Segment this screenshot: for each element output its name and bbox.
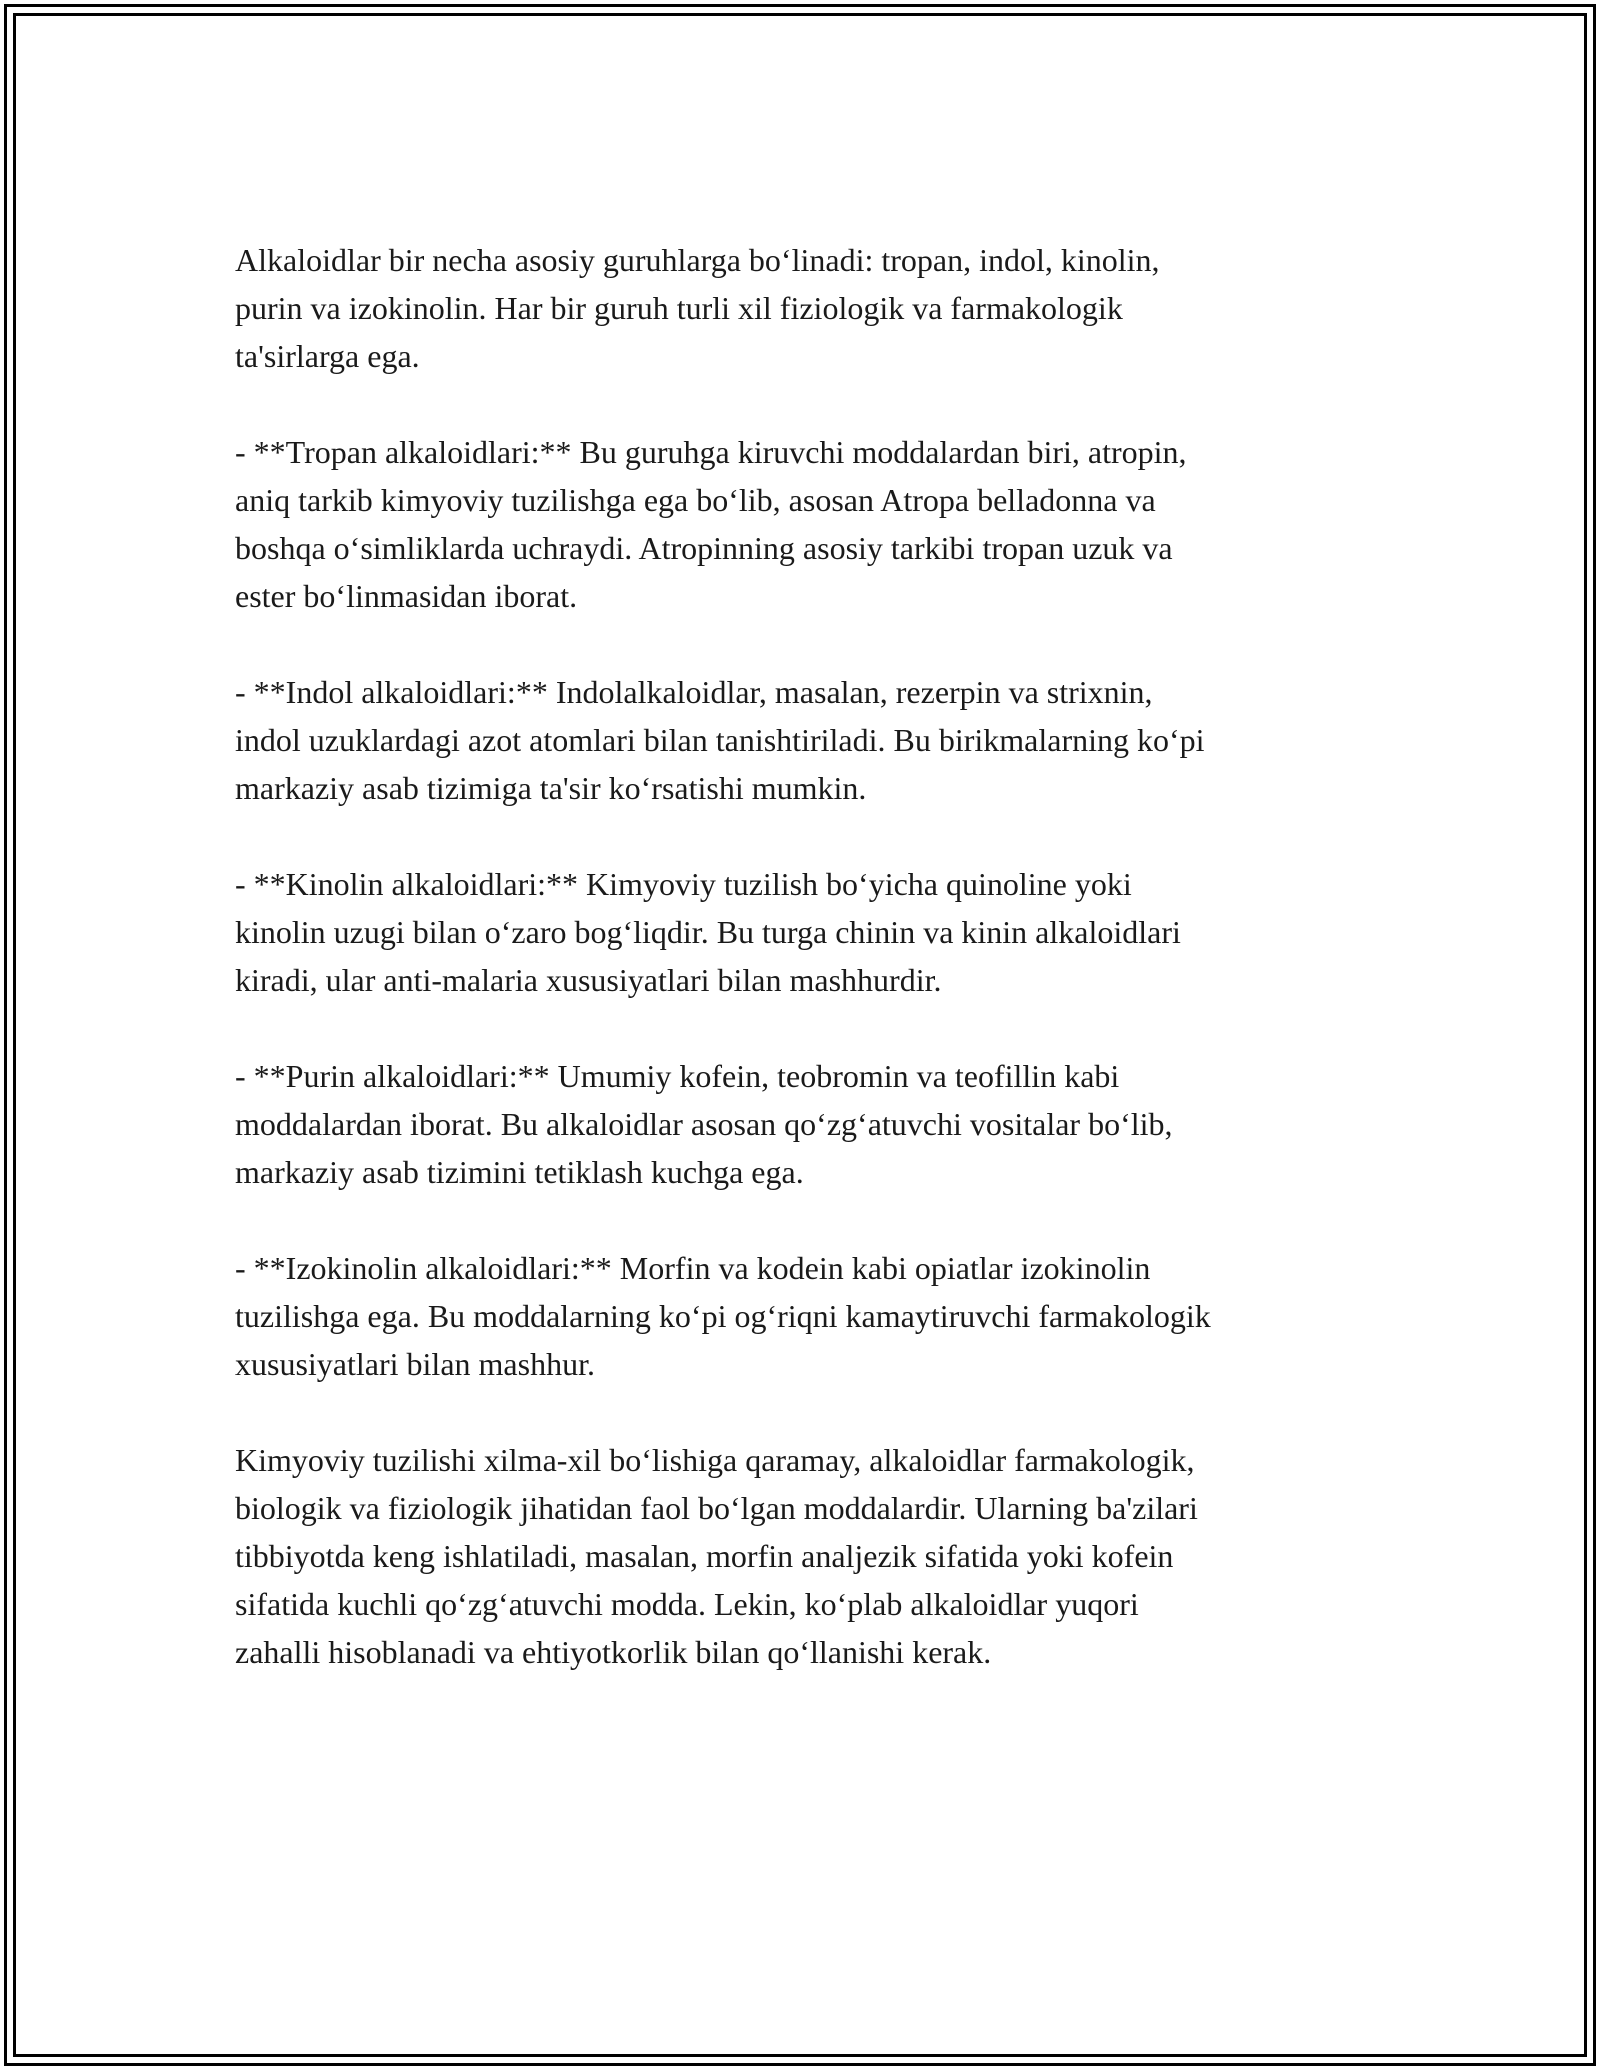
indol-alkaloids-paragraph: - **Indol alkaloidlari:** Indolalkaloidlar, masalan, rezerpin va strixnin, indol uzuklardagi azot atomlari bilan tanishtiriladi. Bu birikmalarning ko‘pi markaziy asab tizimiga ta'sir ko‘rsatishi mumkin. [235,674,1205,806]
intro-paragraph: Alkaloidlar bir necha asosiy guruhlarga bo‘linadi: tropan, indol, kinolin, purin va izokinolin. Har bir guruh turli xil fiziologik va farmakologik ta'sirlarga ega. [235,242,1160,374]
tropan-alkaloids-paragraph: - **Tropan alkaloidlari:** Bu guruhga kiruvchi moddalardan biri, atropin, aniq tarkib kimyoviy tuzilishga ega bo‘lib, asosan Atropa belladonna va boshqa o‘simliklarda uchraydi. Atropinning asosiy tarkibi tropan uzuk va ester bo‘linmasidan iborat. [235,434,1187,614]
purin-alkaloids-paragraph: - **Purin alkaloidlari:** Umumiy kofein, teobromin va teofillin kabi moddalardan iborat. Bu alkaloidlar asosan qo‘zg‘atuvchi vositalar bo‘lib, markaziy asab tizimini tetiklash kuchga ega. [235,1058,1173,1190]
izokinolin-alkaloids-paragraph: - **Izokinolin alkaloidlari:** Morfin va kodein kabi opiatlar izokinolin tuzilishga ega. Bu moddalarning ko‘pi og‘riqni kamaytiruvchi farmakologik xususiyatlari bilan mashhur. [235,1250,1211,1382]
conclusion-paragraph: Kimyoviy tuzilishi xilma-xil bo‘lishiga qaramay, alkaloidlar farmakologik, biologik va fiziologik jihatidan faol bo‘lgan moddalardir. Ularning ba'zilari tibbiyotda keng ishlatiladi, masalan, morfin analjezik sifatida yoki kofein sifatida kuchli qo‘zg‘atuvchi modda. Lekin, ko‘plab alkaloidlar yuqori zahalli hisoblanadi va ehtiyotkorlik bilan qo‘llanishi kerak. [235,1442,1198,1670]
kinolin-alkaloids-paragraph: - **Kinolin alkaloidlari:** Kimyoviy tuzilish bo‘yicha quinoline yoki kinolin uzugi bilan o‘zaro bog‘liqdir. Bu turga chinin va kinin alkaloidlari kiradi, ular anti-malaria xususiyatlari bilan mashhurdir. [235,866,1181,998]
document-body [235,236,1365,1724]
